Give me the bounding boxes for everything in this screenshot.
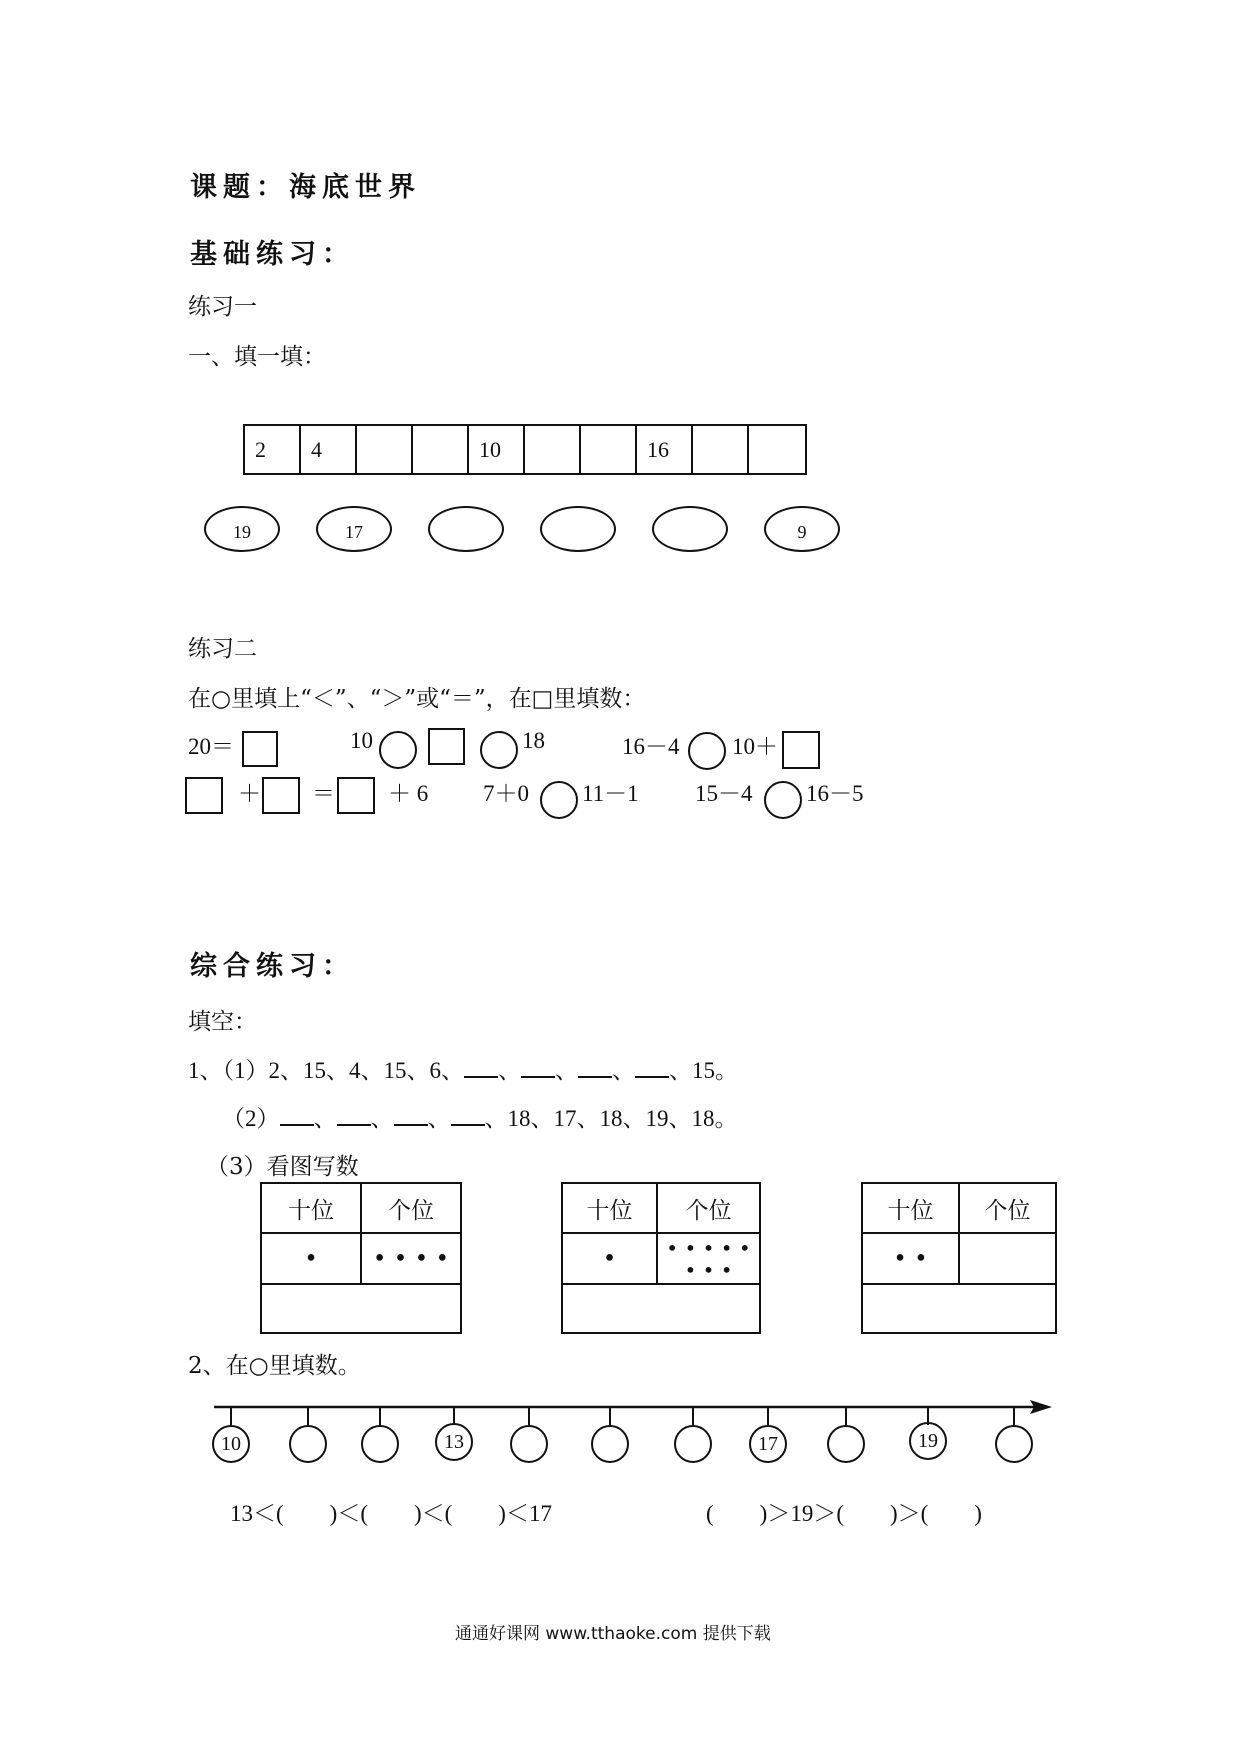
eq-20-label: 20＝	[188, 734, 234, 759]
compare-d-right: 16－5	[806, 781, 864, 806]
question-1-1: 1、（1）2、15、4、15、6、 、 、 、 、15。	[188, 1058, 738, 1083]
compare-a-right: 18	[522, 728, 545, 753]
compare-d-left: 15－4	[695, 781, 753, 806]
number-line-tick	[528, 1407, 530, 1425]
pv-header-ones: 个位	[361, 1183, 461, 1233]
strip-cell[interactable]: 2	[245, 426, 301, 473]
pv-ones-dots-row: • • • • •	[666, 1235, 751, 1260]
number-line-circle[interactable]: 19	[909, 1422, 947, 1460]
pv-header-ones: 个位	[657, 1183, 760, 1233]
number-line-circle[interactable]	[289, 1425, 327, 1463]
section-basic-title: 基础练习：	[190, 239, 355, 270]
number-line-circle[interactable]	[591, 1425, 629, 1463]
number-line-tick	[845, 1407, 847, 1425]
question-1-3: （3）看图写数	[206, 1154, 359, 1180]
equals-sign: ＝	[312, 781, 335, 806]
number-line-tick	[307, 1407, 309, 1425]
pv-header-tens: 十位	[862, 1183, 959, 1233]
answer-oval[interactable]: 19	[204, 506, 280, 552]
compare-c-left: 7＋0	[483, 781, 529, 806]
number-line-circle[interactable]	[361, 1425, 399, 1463]
compare-b-left: 16－4	[622, 734, 680, 759]
number-line-tick	[1013, 1407, 1015, 1425]
exercise-2-label: 练习二	[188, 636, 257, 662]
question-1-2: （2） 、 、 、 、18、17、18、19、18。	[222, 1106, 738, 1131]
plus-sign: ＋	[238, 781, 261, 806]
number-line-circle[interactable]	[995, 1425, 1033, 1463]
number-line-tick	[692, 1407, 694, 1425]
q1-1-suffix: 、15。	[669, 1058, 738, 1083]
number-line-circle[interactable]: 13	[435, 1423, 473, 1461]
page-title: 课题：海底世界	[190, 172, 421, 203]
pv-ones-dots: • • • •	[361, 1233, 461, 1284]
question-2: 2、在○里填数。	[188, 1353, 361, 1379]
inequality-1: 13＜( )＜( )＜( )＜17	[230, 1501, 552, 1526]
fill-label: 填空：	[188, 1009, 257, 1035]
number-line-circle[interactable]: 10	[212, 1425, 250, 1463]
pv-header-tens: 十位	[562, 1183, 657, 1233]
inequality-2: ( )＞19＞( )＞( )	[706, 1501, 982, 1526]
pv-tens-dots: • •	[862, 1233, 959, 1284]
answer-oval[interactable]: 17	[316, 506, 392, 552]
exercise-2-question: 在○里填上“＜”、“＞”或“＝”，在□里填数：	[188, 686, 646, 712]
pv-header-ones: 个位	[959, 1183, 1056, 1233]
pv-tens-dots: •	[261, 1233, 361, 1284]
number-line-tick	[609, 1407, 611, 1425]
pv-tens-dots: •	[562, 1233, 657, 1284]
compare-c-right: 11－1	[582, 781, 639, 806]
exercise-1-label: 练习一	[188, 294, 257, 320]
compare-b-right: 10＋	[732, 734, 778, 759]
plus-six: ＋ 6	[388, 781, 429, 806]
footer-credit: 通通好课网 www.tthaoke.com 提供下载	[455, 1624, 771, 1644]
q1-1-prefix: 1、（1）2、15、4、15、6、	[188, 1058, 464, 1083]
strip-cell[interactable]: 10	[469, 426, 525, 473]
number-line-tick	[379, 1407, 381, 1425]
number-line-circle[interactable]: 17	[749, 1425, 787, 1463]
section-comprehensive-title: 综合练习：	[190, 951, 355, 982]
number-line-circle[interactable]	[674, 1425, 712, 1463]
q1-2-prefix: （2）	[222, 1106, 280, 1131]
compare-a-left: 10	[350, 728, 373, 753]
number-line-circle[interactable]	[827, 1425, 865, 1463]
strip-cell[interactable]: 16	[637, 426, 693, 473]
number-line-circle[interactable]	[510, 1425, 548, 1463]
pv-header-tens: 十位	[261, 1183, 361, 1233]
q1-2-suffix: 、18、17、18、19、18。	[484, 1106, 738, 1131]
exercise-1-question: 一、填一填：	[188, 344, 326, 370]
pv-ones-dots-row: • • •	[684, 1257, 733, 1282]
number-line-tick	[767, 1407, 769, 1425]
strip-cell[interactable]: 4	[301, 426, 357, 473]
number-line-tick	[230, 1407, 232, 1425]
answer-oval[interactable]: 9	[764, 506, 840, 552]
